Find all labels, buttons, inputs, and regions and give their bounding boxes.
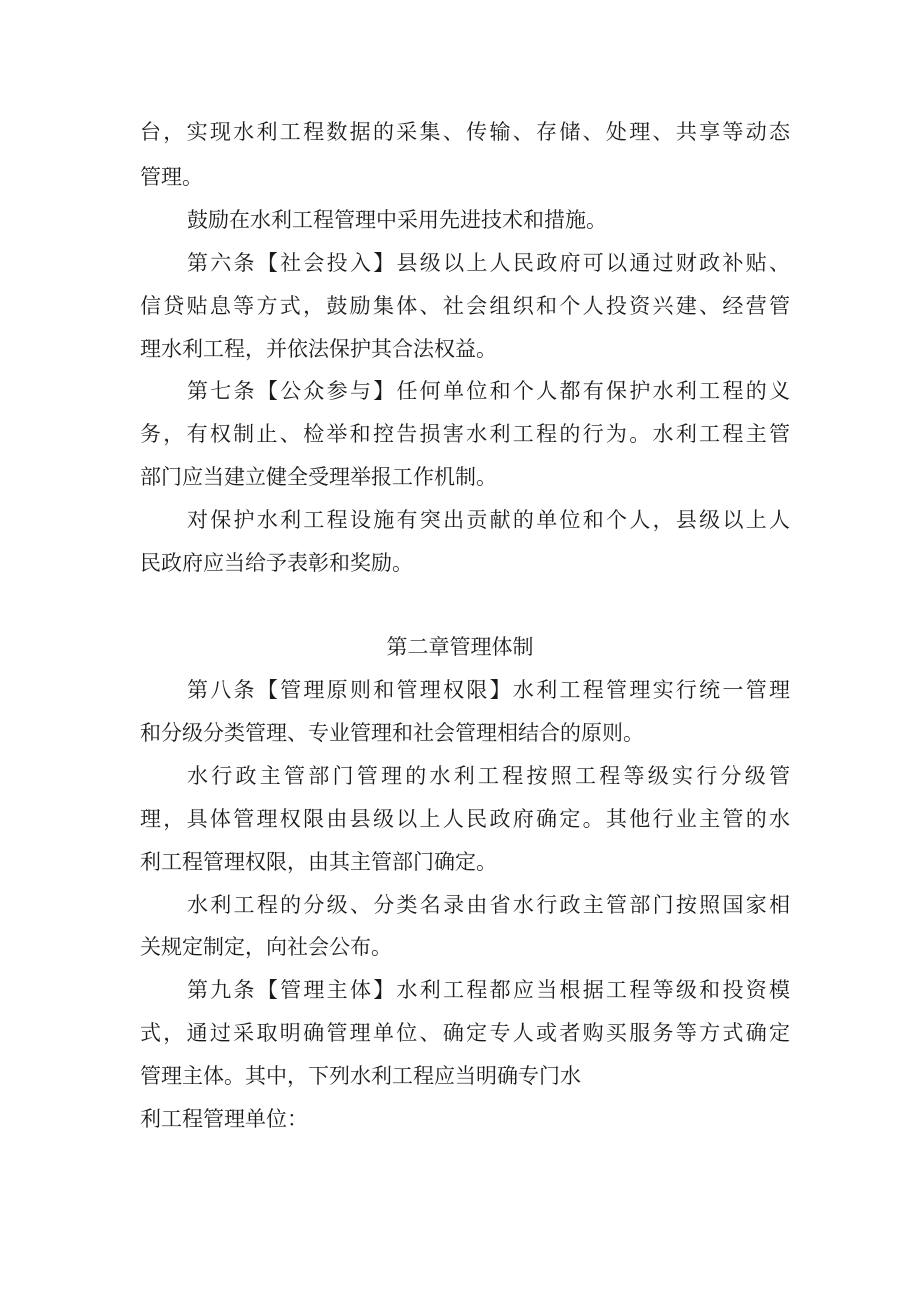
text-line: 理，具体管理权限由县级以上人民政府确定。其他行业主管的水 [140,807,790,831]
chapter-heading: 第二章管理体制 [386,635,534,659]
text-line: 台，实现水利工程数据的采集、传输、存储、处理、共享等动态 [140,120,790,144]
text-line: 对保护水利工程设施有突出贡献的单位和个人，县级以上人 [187,508,790,532]
text-line: 和分级分类管理、专业管理和社会管理相结合的原则。 [140,721,644,745]
text-line: 利工程管理权限，由其主管部门确定。 [140,850,497,874]
text-line: 式，通过采取明确管理单位、确定专人或者购买服务等方式确定 [140,1021,790,1045]
text-line: 部门应当建立健全受理举报工作机制。 [140,465,497,489]
text-line: 水利工程的分级、分类名录由省水行政主管部门按照国家相 [187,893,790,917]
text-line: 第六条【社会投入】县级以上人民政府可以通过财政补贴、 [187,251,790,275]
text-line: 管理。 [140,165,203,189]
text-line: 理水利工程，并依法保护其合法权益。 [140,337,497,361]
text-line: 第七条【公众参与】任何单位和个人都有保护水利工程的义 [187,379,790,403]
text-line: 信贷贴息等方式，鼓励集体、社会组织和个人投资兴建、经营管 [140,294,790,318]
text-line: 鼓励在水利工程管理中采用先进技术和措施。 [187,208,607,232]
text-line: 务，有权制止、检举和控告损害水利工程的行为。水利工程主管 [140,422,790,446]
text-line: 利工程管理单位： [140,1107,308,1131]
text-line: 管理主体。其中，下列水利工程应当明确专门水 [140,1064,581,1088]
text-line: 关规定制定，向社会公布。 [140,935,392,959]
text-line: 第九条【管理主体】水利工程都应当根据工程等级和投资模 [187,978,790,1002]
text-line: 第八条【管理原则和管理权限】水利工程管理实行统一管理 [187,678,790,702]
text-line: 水行政主管部门管理的水利工程按照工程等级实行分级管 [187,764,790,788]
text-line: 民政府应当给予表彰和奖励。 [140,551,413,575]
